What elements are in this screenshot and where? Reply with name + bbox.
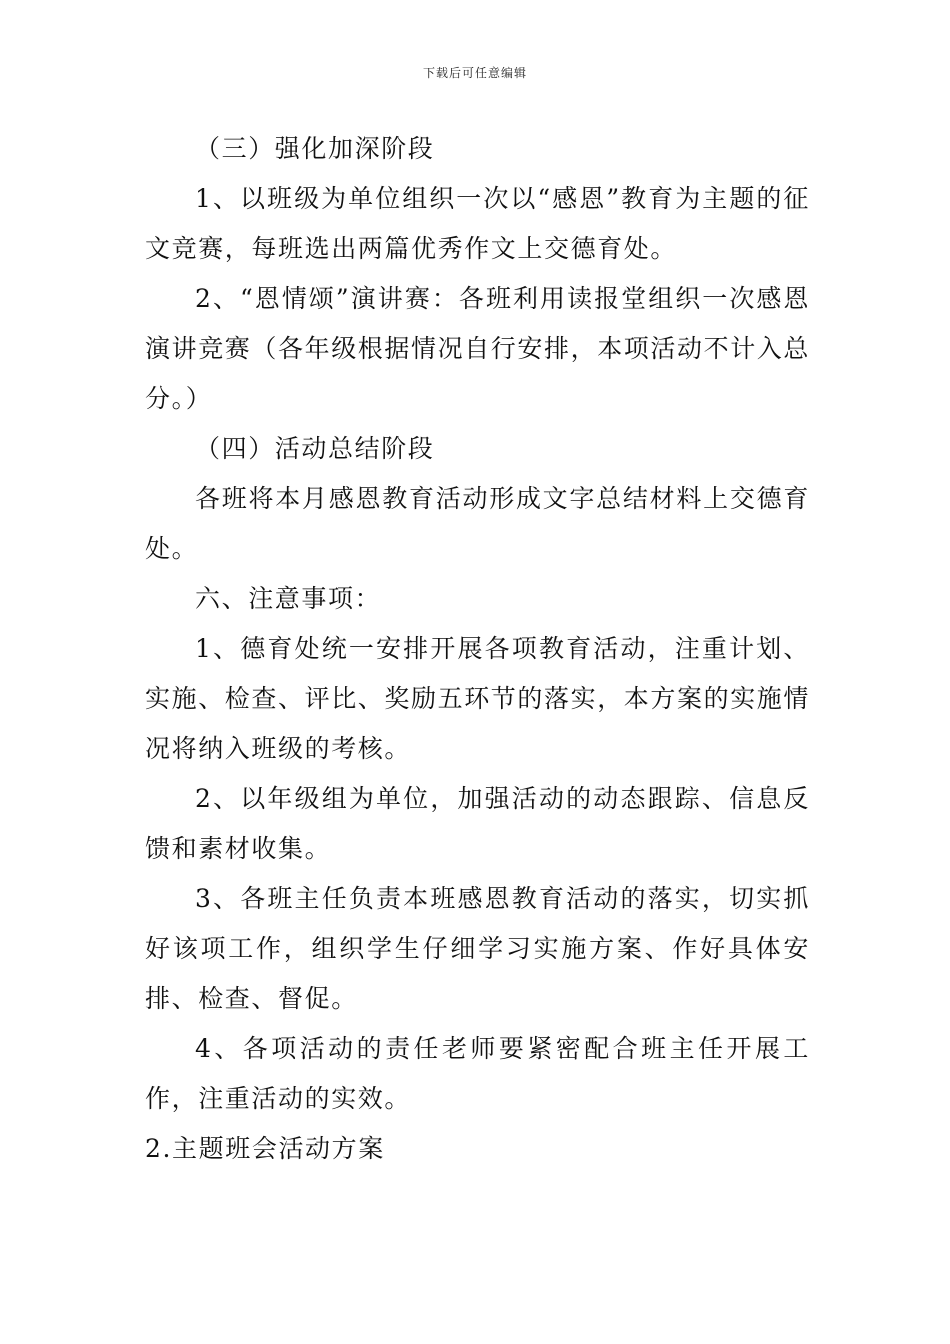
section-heading-phase-3: （三）强化加深阶段 [195,134,435,163]
document-title-next: 2.主题班会活动方案 [145,1134,385,1163]
paragraph-note-1: 1、德育处统一安排开展各项教育活动，注重计划、实施、检查、评比、奖励五环节的落实，本方案的实施情况将纳入班级的考核。 [145,634,811,763]
section-heading-phase-4: （四）活动总结阶段 [195,434,435,463]
page-header: 下载后可任意编辑 [422,66,527,80]
paragraph-note-4: 4、各项活动的责任老师要紧密配合班主任开展工作，注重活动的实效。 [145,1034,810,1113]
paragraph-note-2: 2、以年级组为单位，加强活动的动态跟踪、信息反馈和素材收集。 [145,784,810,863]
section-heading-notes: 六、注意事项： [195,584,382,613]
document-body [145,124,810,1174]
paragraph-note-3: 3、各班主任负责本班感恩教育活动的落实，切实抓好该项工作，组织学生仔细学习实施方案、作好具体安排、检查、督促。 [145,884,810,1013]
paragraph-summary: 各班将本月感恩教育活动形成文字总结材料上交德育处。 [145,484,810,563]
paragraph-essay-contest: 1、以班级为单位组织一次以“感恩”教育为主题的征文竞赛，每班选出两篇优秀作文上交德育处。 [145,184,810,263]
paragraph-speech-contest: 2、“恩情颂”演讲赛：各班利用读报堂组织一次感恩演讲竞赛（各年级根据情况自行安排，本项活动不计入总分。） [145,284,811,413]
